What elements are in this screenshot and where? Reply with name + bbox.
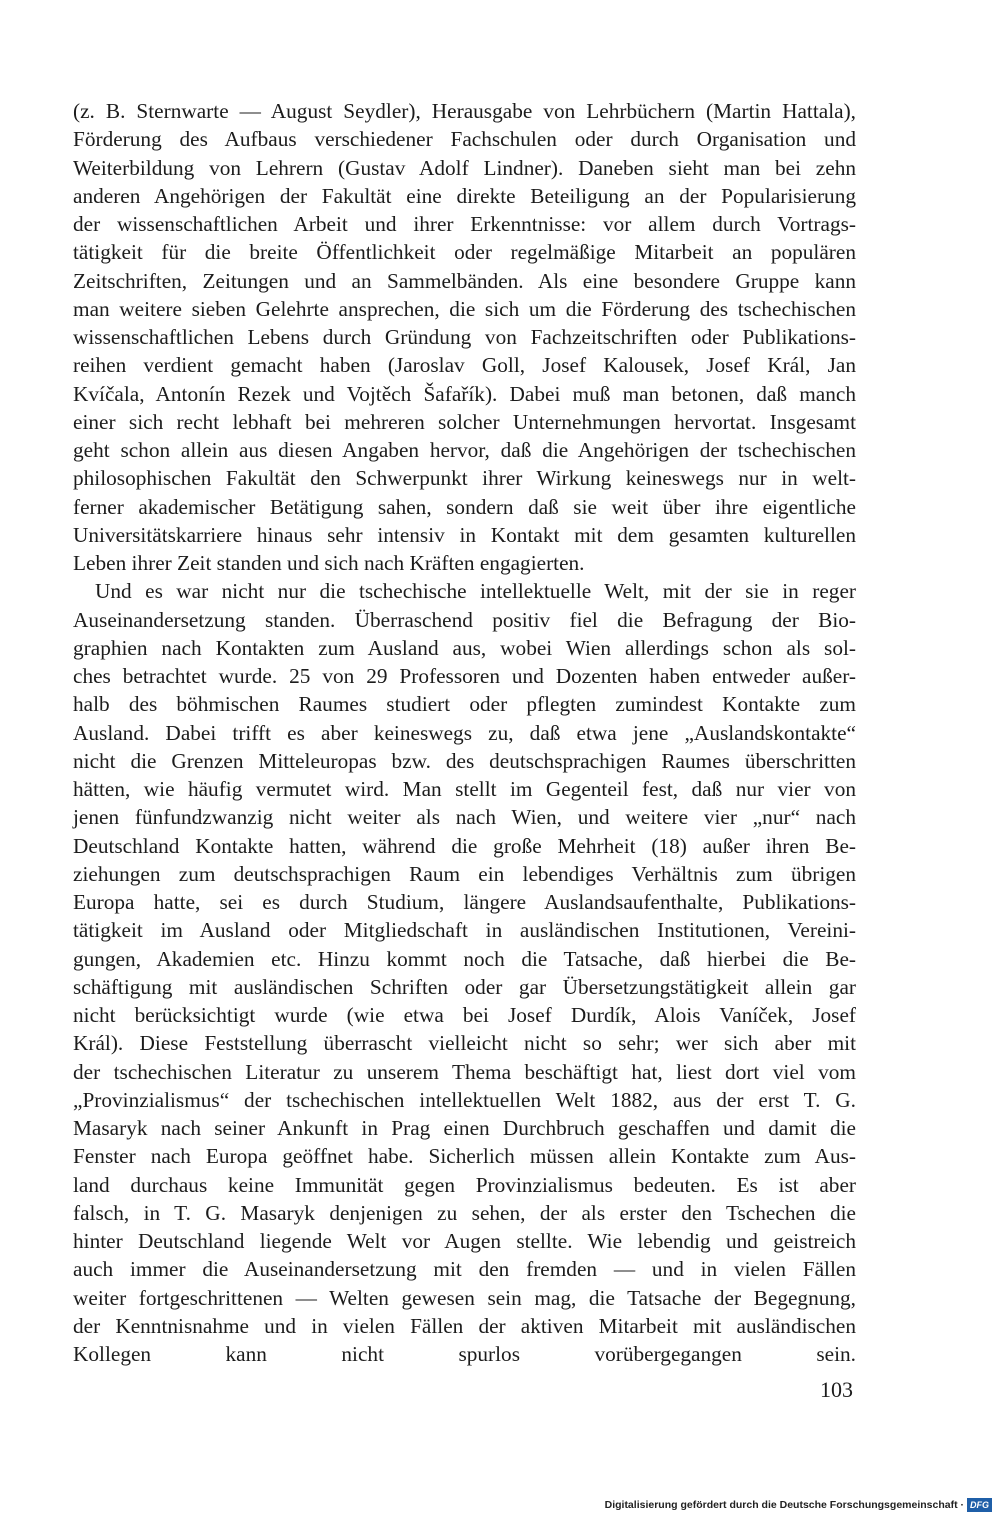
body-text: [73, 97, 856, 1425]
text-line: Und es war nicht nur die tschechische intellektuelle Welt, mit der sie in reger: [95, 579, 856, 604]
text-line: Král). Diese Feststellung überrascht vielleicht nicht so sehr; wer sich aber mit: [73, 1031, 856, 1056]
text-line: Universitätskarriere hinaus sehr intensiv in Kontakt mit dem gesamten kulturellen: [73, 522, 856, 547]
text-line: halb des böhmischen Raumes studiert oder pflegten zumindest Kontakte zum: [73, 692, 856, 717]
text-line: Fenster nach Europa geöffnet habe. Sicherlich müssen allein Kontakte zum Aus-: [73, 1144, 856, 1169]
text-line: Förderung des Aufbaus verschiedener Fachschulen oder durch Organisation und: [73, 127, 856, 152]
text-line: der tschechischen Literatur zu unserem Thema beschäftigt hat, liest dort viel vom: [73, 1059, 856, 1084]
text-line: schäftigung mit ausländischen Schriften oder gar Übersetzungstätigkeit allein gar: [73, 974, 856, 999]
footer-text: Digitalisierung gefördert durch die Deutsche Forschungsgemeinschaft ·: [604, 1499, 964, 1511]
text-line: wissenschaftlichen Lebens durch Gründung von Fachzeitschriften oder Publikations-: [73, 325, 856, 349]
text-line: (z. B. Sternwarte — August Seydler), Herausgabe von Lehrbüchern (Martin Hattala),: [73, 99, 856, 123]
text-line: Leben ihrer Zeit standen und sich nach Kräften engagierten.: [73, 551, 585, 575]
text-line: ferner akademischer Betätigung sahen, sondern daß sie weit über ihre eigentliche: [73, 494, 856, 519]
text-line: graphien nach Kontakten zum Ausland aus, wobei Wien allerdings schon als sol-: [73, 635, 856, 660]
text-line: auch immer die Auseinandersetzung mit den fremden — und in vielen Fällen: [73, 1257, 856, 1282]
text-line: falsch, in T. G. Masaryk denjenigen zu sehen, der als erster den Tschechen die: [73, 1200, 856, 1225]
page-number: 103: [820, 1377, 853, 1402]
text-line: Weiterbildung von Lehrern (Gustav Adolf Lindner). Daneben sieht man bei zehn: [73, 155, 856, 180]
text-line: Europa hatte, sei es durch Studium, längere Auslandsaufenthalte, Publikations-: [73, 890, 856, 914]
text-line: hinter Deutschland liegende Welt vor Augen stellte. Wie lebendig und geistreich: [73, 1229, 856, 1253]
text-line: Kvíčala, Antonín Rezek und Vojtěch Šafařík). Dabei muß man betonen, daß manch: [73, 381, 856, 406]
text-line: nicht berücksichtigt wurde (wie etwa bei Josef Durdík, Alois Vaníček, Josef: [73, 1003, 856, 1027]
text-line: man weitere sieben Gelehrte ansprechen, die sich um die Förderung des tschechischen: [73, 296, 856, 321]
text-line: nicht die Grenzen Mitteleuropas bzw. des deutschsprachigen Raumes überschritten: [73, 748, 856, 773]
text-line: jenen fünfundzwanzig nicht weiter als nach Wien, und weitere vier „nur“ nach: [73, 805, 856, 830]
text-line: ziehungen zum deutschsprachigen Raum ein lebendiges Verhältnis zum übrigen: [73, 861, 856, 886]
text-line: reihen verdient gemacht haben (Jaroslav Goll, Josef Kalousek, Josef Král, Jan: [73, 353, 856, 378]
text-line: Auseinandersetzung standen. Überraschend positiv fiel die Befragung der Bio-: [73, 607, 856, 632]
text-line: geht schon allein aus diesen Angaben hervor, daß die Angehörigen der tschechischen: [73, 438, 856, 462]
text-line: anderen Angehörigen der Fakultät eine direkte Beteiligung an der Popularisierung: [73, 183, 856, 208]
text-line: tätigkeit im Ausland oder Mitgliedschaft in ausländischen Institutionen, Vereini-: [73, 918, 856, 943]
text-line: Deutschland Kontakte hatten, während die große Mehrheit (18) außer ihren Be-: [73, 833, 856, 858]
text-line: tätigkeit für die breite Öffentlichkeit oder regelmäßige Mitarbeit an populären: [73, 240, 856, 265]
text-line: [73, 1397, 856, 1425]
text-line: ches betrachtet wurde. 25 von 29 Professoren und Dozenten haben entweder außer-: [73, 664, 856, 688]
text-line: gungen, Akademien etc. Hinzu kommt noch die Tatsache, daß hierbei die Be-: [73, 946, 856, 971]
text-line: philosophischen Fakultät den Schwerpunkt ihrer Wirkung keineswegs nur in welt-: [73, 466, 856, 491]
text-line: der wissenschaftlichen Arbeit und ihrer Erkenntnisse: vor allem durch Vortrags-: [73, 212, 856, 236]
text-line: Masaryk nach seiner Ankunft in Prag einen Durchbruch geschaffen und damit die: [73, 1116, 856, 1140]
digitization-footer: [605, 1497, 992, 1513]
text-line: einer sich recht lebhaft bei mehreren solcher Unternehmungen hervortat. Insgesamt: [73, 409, 856, 434]
dfg-logo: DFG: [967, 1498, 992, 1512]
text-line: der Kenntnisnahme und in vielen Fällen der aktiven Mitarbeit mit ausländischen: [73, 1313, 856, 1338]
text-line: hätten, wie häufig vermutet wird. Man stellt im Gegenteil fest, daß nur vier von: [73, 777, 856, 801]
text-line: weiter fortgeschrittenen — Welten gewesen sein mag, die Tatsache der Begegnung,: [73, 1285, 856, 1310]
text-line: [73, 1368, 856, 1396]
text-line: land durchaus keine Immunität gegen Provinzialismus bedeuten. Es ist aber: [73, 1172, 856, 1197]
text-line: „Provinzialismus“ der tschechischen intellektuellen Welt 1882, aus der erst T. G.: [73, 1087, 856, 1112]
text-line: Zeitschriften, Zeitungen und an Sammelbänden. Als eine besondere Gruppe kann: [73, 268, 856, 293]
text-line: Ausland. Dabei trifft es aber keineswegs zu, daß etwa jene „Auslandskontakte“: [73, 720, 856, 745]
text-line: Kollegen kann nicht spurlos vorübergegangen sein.: [73, 1342, 856, 1366]
